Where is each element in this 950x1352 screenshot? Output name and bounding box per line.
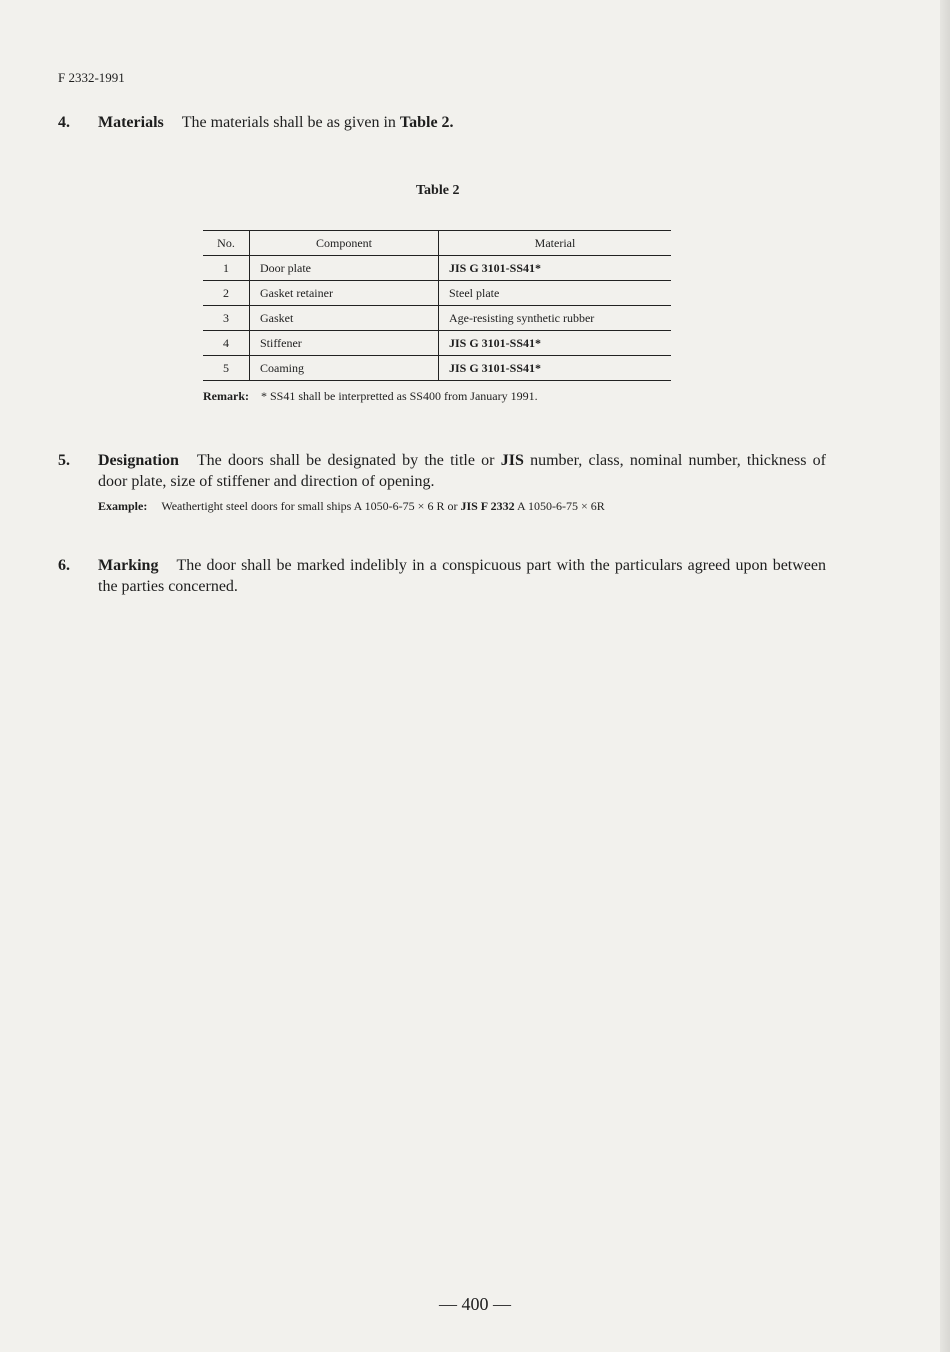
table-remark [203, 389, 538, 404]
row-component: Gasket retainer [250, 281, 439, 306]
row-component: Stiffener [250, 331, 439, 356]
table-reference: Table 2. [399, 114, 454, 131]
section-number: 5. [58, 452, 70, 469]
table-row [203, 281, 671, 306]
row-no: 2 [203, 281, 250, 306]
section-heading: Materials [98, 114, 164, 131]
section-heading: Marking [98, 557, 159, 574]
section-number: 6. [58, 557, 70, 574]
section-number: 4. [58, 114, 70, 131]
section-text: The door shall be marked indelibly in a conspicuous part with the particulars agreed upon between the parties concerned. [98, 557, 826, 595]
section-body [98, 555, 826, 597]
row-component: Door plate [250, 256, 439, 281]
example-label: Example: [98, 499, 148, 513]
example-text: Weathertight steel doors for small ships A 1050-6-75 × 6 R or [161, 499, 461, 513]
header-component: Component [250, 231, 439, 256]
document-number: F 2332-1991 [58, 70, 125, 85]
jis-reference: JIS [500, 452, 524, 469]
row-component: Gasket [250, 306, 439, 331]
header-material: Material [439, 231, 672, 256]
section-body [98, 112, 454, 133]
example-jis-reference: JIS F 2332 [460, 499, 515, 513]
row-material: JIS G 3101-SS41* [439, 331, 672, 356]
row-material: JIS G 3101-SS41* [439, 356, 672, 381]
table-row [203, 331, 671, 356]
row-no: 5 [203, 356, 250, 381]
section-text: The materials shall be as given in [181, 114, 400, 131]
row-no: 3 [203, 306, 250, 331]
section-text: The doors shall be designated by the title or [196, 452, 501, 469]
example-text-cont: A 1050-6-75 × 6R [514, 499, 605, 513]
section-body [98, 450, 826, 492]
table-row [203, 356, 671, 381]
materials-table [203, 230, 671, 381]
table-header-row [203, 231, 671, 256]
page-edge-shadow [940, 0, 950, 1352]
remark-label: Remark: [203, 389, 249, 403]
header-no: No. [203, 231, 250, 256]
row-material: Steel plate [439, 281, 672, 306]
page-number: — 400 — [439, 1294, 511, 1314]
row-material: Age-resisting synthetic rubber [439, 306, 672, 331]
row-no: 4 [203, 331, 250, 356]
table-row [203, 306, 671, 331]
remark-text: * SS41 shall be interpretted as SS400 from January 1991. [260, 389, 538, 403]
row-material: JIS G 3101-SS41* [439, 256, 672, 281]
table-caption: Table 2 [416, 183, 460, 198]
section-text-cont: number, class, nominal number, thickness of door plate, size of stiffener and direction of opening. [98, 452, 826, 490]
designation-example [98, 499, 605, 514]
row-no: 1 [203, 256, 250, 281]
row-component: Coaming [250, 356, 439, 381]
table-row [203, 256, 671, 281]
section-heading: Designation [98, 452, 179, 469]
